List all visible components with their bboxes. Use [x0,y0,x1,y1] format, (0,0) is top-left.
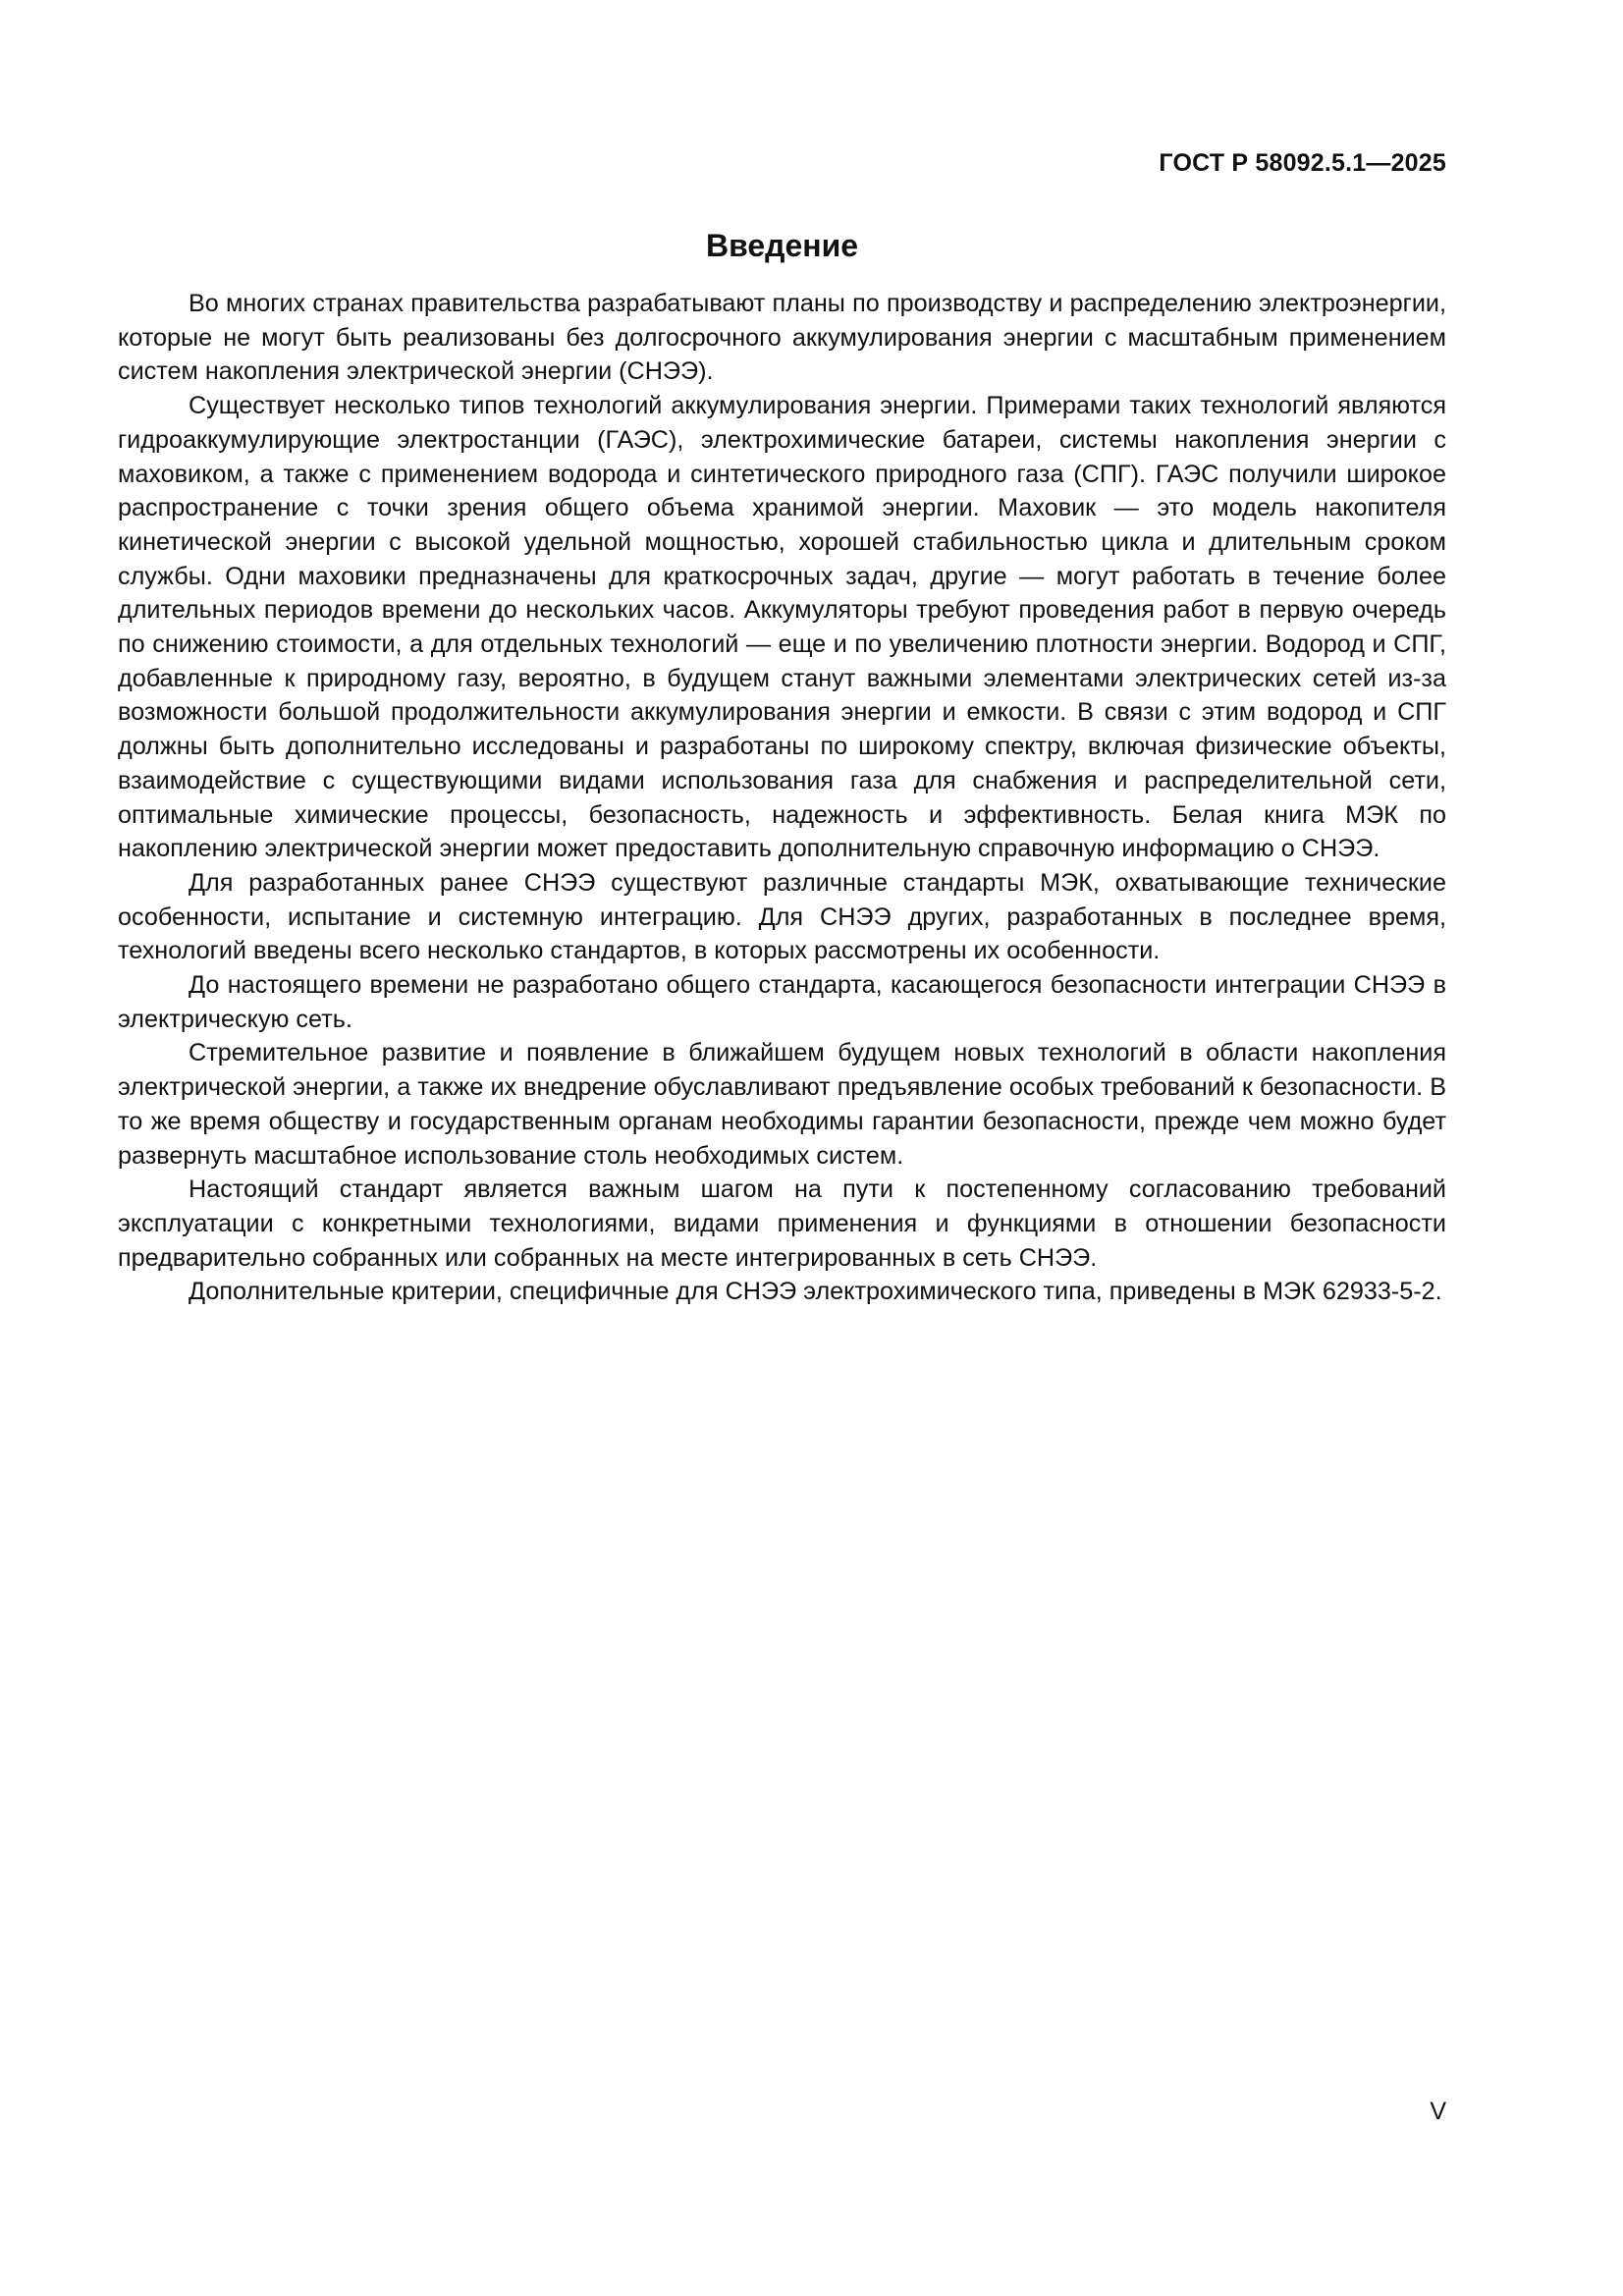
paragraph: До настоящего времени не разработано общего стандарта, касающегося безопасности интеграции СНЭЭ в электрическую сеть. [118,971,1446,1033]
introduction-body [118,287,1446,1309]
paragraph: Дополнительные критерии, специфичные для СНЭЭ электрохимического типа, приведены в МЭК 62933-5-2. [189,1278,1442,1306]
paragraph: Настоящий стандарт является важным шагом на пути к постепенному согласованию требований эксплуатации с конкретными технологиями, видами применения и функциями в отношении безопасности предварительно собранных или собранных на месте интегрированных в сеть СНЭЭ. [118,1175,1446,1272]
page-number: V [1430,2098,1446,2125]
paragraph: Существует несколько типов технологий аккумулирования энергии. Примерами таких технологий являются гидроаккумулирующие электростанции (ГАЭС), электрохимические батареи, системы накопления энергии с маховиком, а также с применением водорода и синтетического природного газа (СПГ). ГАЭС получили широкое распространение с точки зрения общего объема хранимой энергии. Маховик — это модель накопителя кинетической энергии с высокой удельной мощностью, хорошей стабильностью цикла и длительным сроком службы. Одни маховики предназначены для краткосрочных задач, другие — могут работать в течение более длительных периодов времени до нескольких часов. Аккумуляторы требуют проведения работ в первую очередь по снижению стоимости, а для отдельных технологий — еще и по увеличению плотности энергии. Водород и СПГ, добавленные к природному газу, вероятно, в будущем станут важными элементами электрических сетей из-за возможности большой продолжительности аккумулирования энергии и емкости. В связи с этим водород и СПГ должны быть дополнительно исследованы и разработаны по широкому спектру, включая физические объекты, взаимодействие с существующими видами использования газа для снабжения и распределительной сети, оптимальные химические процессы, безопасность, надежность и эффективность. Белая книга МЭК по накоплению электрической энергии может предоставить дополнительную справочную информацию о СНЭЭ. [118,392,1446,863]
section-title: Введение [705,228,859,263]
paragraph: Во многих странах правительства разрабатывают планы по производству и распределению электроэнергии, которые не могут быть реализованы без долгосрочного аккумулирования энергии с масштабным применением систем накопления электрической энергии (СНЭЭ). [118,290,1446,386]
paragraph: Стремительное развитие и появление в ближайшем будущем новых технологий в области накопления электрической энергии, а также их внедрение обуславливают предъявление особых требований к безопасности. В то же время обществу и государственным органам необходимы гарантии безопасности, прежде чем можно будет развернуть масштабное использование столь необходимых систем. [118,1039,1446,1170]
paragraph: Для разработанных ранее СНЭЭ существуют различные стандарты МЭК, охватывающие технические особенности, испытание и системную интеграцию. Для СНЭЭ других, разработанных в последнее время, технологий введены всего несколько стандартов, в которых рассмотрены их особенности. [118,868,1446,965]
document-code: ГОСТ Р 58092.5.1—2025 [1159,149,1446,177]
